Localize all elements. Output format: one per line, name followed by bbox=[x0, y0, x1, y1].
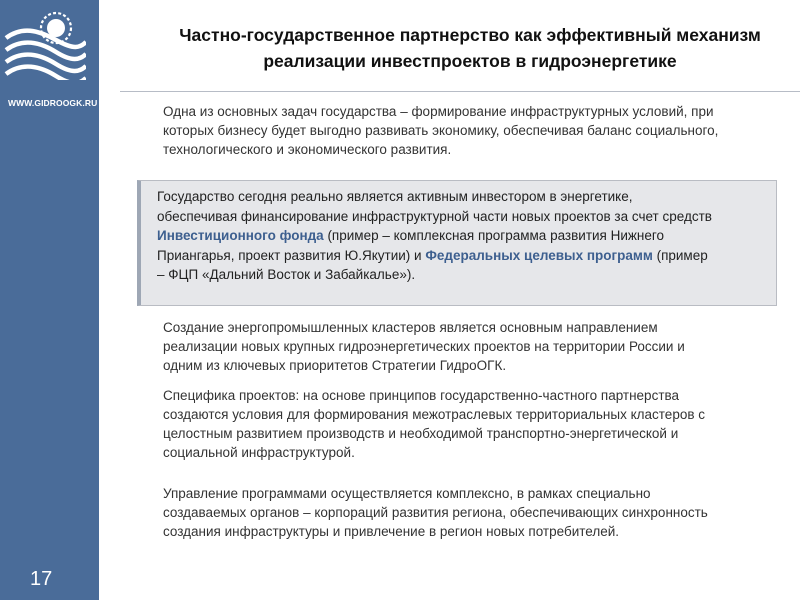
page-title-line-1: Частно-государственное партнерство как эффективный механизм bbox=[179, 25, 761, 45]
highlight-text: Государство сегодня реально является активным инвестором в энергетике, обеспечивая финансирование инфраструктурной части новых проектов за счет средств Инвестиционного фонда (пример – комплексная программа развития Нижнего Приангарья, проект развития Ю.Якутии) и Федеральных целевых программ (пример – ФЦП «Дальний Восток и Забайкалье»). bbox=[157, 189, 712, 282]
bullet-text-1: Одна из основных задач государства – формирование инфраструктурных условий, при которых бизнесу будет выгодно развивать экономику, обеспечивая баланс социального, технологического и экономического развития. bbox=[163, 104, 719, 157]
title-divider bbox=[120, 91, 800, 92]
site-url: WWW.GIDROOGK.RU bbox=[8, 98, 98, 108]
bullet-text-4: Управление программами осуществляется комплексно, в рамках специально создаваемых органов – корпораций развития региона, обеспечивающих синхронность создания инфраструктуры и привлечение в регион новых потребителей. bbox=[163, 486, 708, 539]
federal-programs-highlight: Федеральных целевых программ bbox=[425, 247, 653, 263]
investment-fund-highlight: Инвестиционного фонда bbox=[157, 228, 324, 243]
company-logo-icon bbox=[4, 4, 86, 80]
bullet-text-2: Создание энергопромышленных кластеров является основным направлением реализации новых крупных гидроэнергетических проектов на территории России и одним из ключевых приоритетов Стратегии ГидроОГК. bbox=[163, 320, 685, 373]
bullet-text-3: Специфика проектов: на основе принципов государственно-частного партнерства создаются условия для формирования межотраслевых территориальных кластеров с целостным развитием производств и необходимой транспортно-энергетической и социальной инфраструктурой. bbox=[163, 388, 706, 460]
page-number: 17 bbox=[30, 568, 53, 590]
sidebar bbox=[0, 0, 99, 600]
page-title bbox=[150, 22, 790, 74]
page-title-line-2: реализации инвестпроектов в гидроэнергетике bbox=[263, 51, 677, 71]
